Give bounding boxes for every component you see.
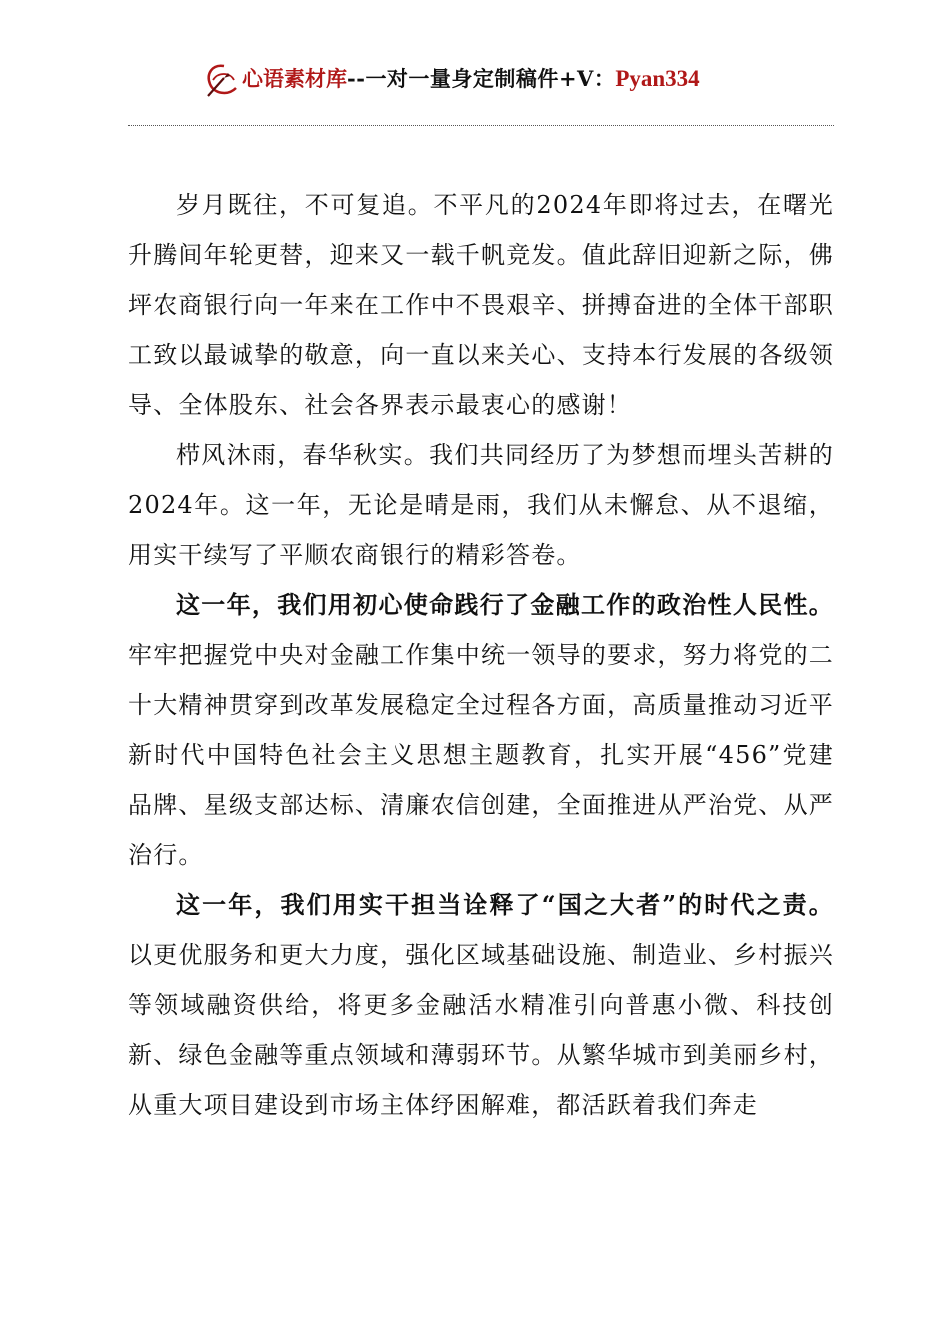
header-title [242,64,700,94]
paragraph [128,180,834,430]
paragraph [128,430,834,580]
brand-name: 心语素材库 [242,66,347,91]
page-header [0,56,950,104]
paragraph [128,580,834,880]
paragraph-lead: 这一年，我们用实干担当诠释了“国之大者”的时代之责。 [176,890,834,919]
header-divider [128,125,834,126]
header-separator: -- [347,66,366,91]
paragraph [128,880,834,1130]
contact-prefix: +V： [558,66,616,91]
pen-swirl-logo-icon [204,62,244,98]
paragraph-text: 栉风沐雨，春华秋实。我们共同经历了为梦想而埋头苦耕的2024年。这一年，无论是晴是雨，我们从未懈怠、从不退缩，用实干续写了平顺农商银行的精彩答卷。 [128,441,834,569]
paragraph-lead: 这一年，我们用初心使命践行了金融工作的政治性人民性。 [176,590,834,619]
contact-id: Pyan334 [615,66,700,91]
paragraph-text: 牢牢把握党中央对金融工作集中统一领导的要求，努力将党的二十大精神贯穿到改革发展稳定全过程各方面，高质量推动习近平新时代中国特色社会主义思想主题教育，扎实开展“456”党建品牌、星级支部达标、清廉农信创建，全面推进从严治党、从严治行。 [128,641,834,869]
header-tagline: 一对一量身定制稿件 [365,66,559,91]
document-body [128,180,834,1130]
paragraph-text: 以更优服务和更大力度，强化区域基础设施、制造业、乡村振兴等领域融资供给，将更多金融活水精准引向普惠小微、科技创新、绿色金融等重点领域和薄弱环节。从繁华城市到美丽乡村，从重大项目建设到市场主体纾困解难，都活跃着我们奔走 [128,941,834,1119]
paragraph-text: 岁月既往，不可复追。不平凡的2024年即将过去，在曙光升腾间年轮更替，迎来又一载千帆竞发。值此辞旧迎新之际，佛坪农商银行向一年来在工作中不畏艰辛、拼搏奋进的全体干部职工致以最诚挚的敬意，向一直以来关心、支持本行发展的各级领导、全体股东、社会各界表示最衷心的感谢！ [128,191,834,419]
